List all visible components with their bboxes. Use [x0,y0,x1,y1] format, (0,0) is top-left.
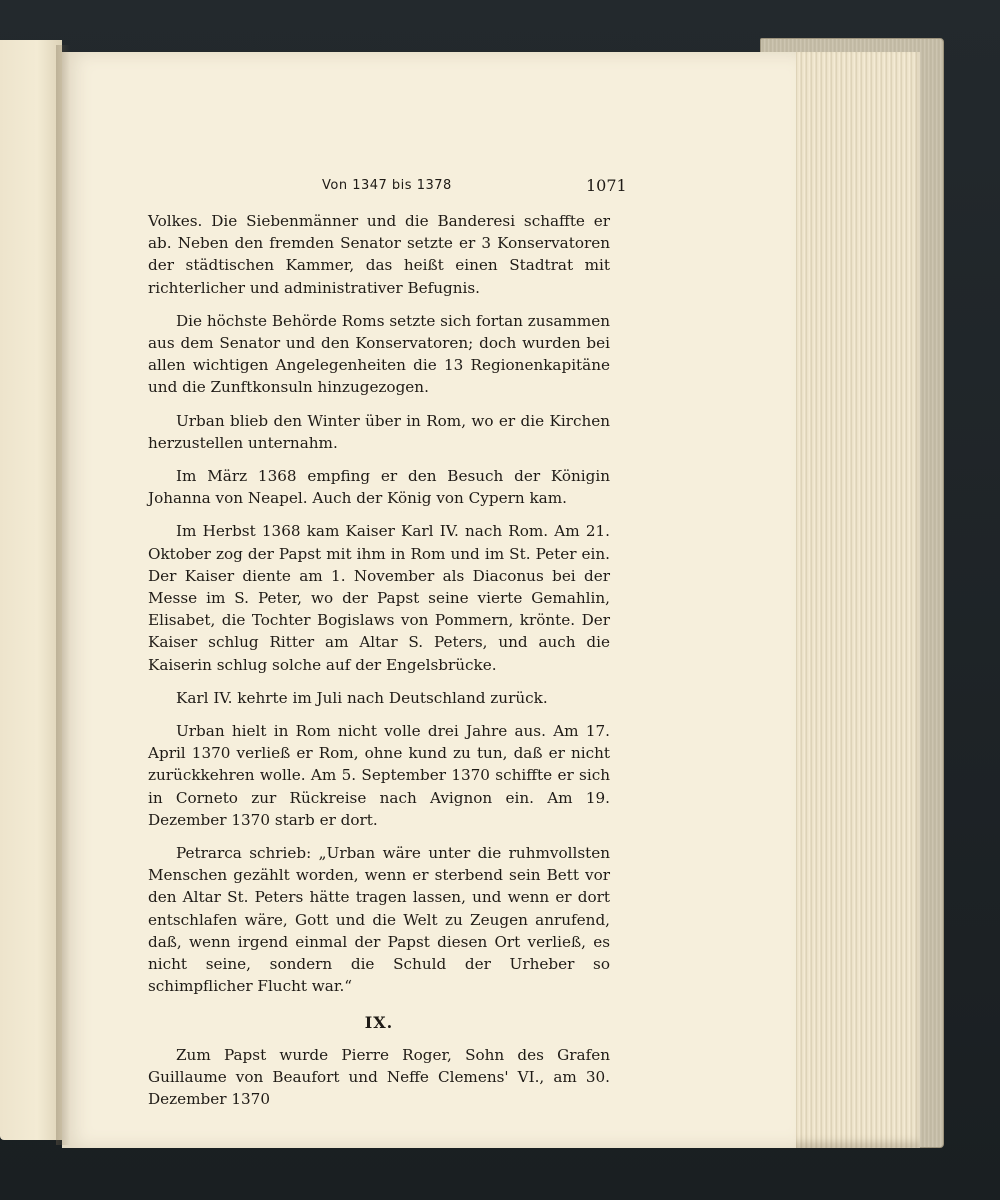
page-edges [788,52,920,1148]
paragraph: Petrarca schrieb: „Urban wäre unter die ruhmvollsten Menschen gezählt worden, wenn er sterbend sein Bett vor den Altar St. Peters hätte tragen lassen, und wenn er dort entschlafen wäre, Gott und die Welt zu Zeugen anrufend, daß, wenn irgend einmal der Papst diesen Ort verließ, es nicht seine, sondern die Schuld der Urheber so schimpflicher Flucht war.“ [148,844,610,996]
paragraph: Urban blieb den Winter über in Rom, wo er die Kirchen herzustellen unternahm. [148,411,610,452]
paragraph: Urban hielt in Rom nicht volle drei Jahre aus. Am 17. April 1370 verließ er Rom, ohne kund zu tun, daß er nicht zurückkehren wolle. Am 5. September 1370 schiffte er sich in Corneto zur Rückreise nach Avignon ein. Am 19. Dezember 1370 starb er dort. [148,722,610,829]
gutter-shadow [56,45,70,1145]
paragraph: Die höchste Behörde Roms setzte sich fortan zusammen aus dem Senator und den Konservatoren; doch wurden bei allen wichtigen Angelegenheiten die 13 Regionenkapitäne und die Zunftkonsuln hinzugezogen. [148,311,610,397]
paragraph: Zum Papst wurde Pierre Roger, Sohn des Grafen Guillaume von Beaufort und Neffe Clemens' VI., am 30. Dezember 1370 [148,1045,610,1109]
paragraph: Karl IV. kehrte im Juli nach Deutschland zurück. [176,688,548,707]
paragraph: Im Herbst 1368 kam Kaiser Karl IV. nach Rom. Am 21. Oktober zog der Papst mit ihm in Rom und im St. Peter ein. Der Kaiser diente am 1. November als Diaconus bei der Messe im S. Peter, wo der Papst seine vierte Gemahlin, Elisabet, die Tochter Bogislaws von Pommern, krönte. Der Kaiser schlug Ritter am Altar S. Peters, und auch die Kaiserin schlug solche auf der Engelsbrücke. [148,522,610,674]
paragraph: Im März 1368 empfing er den Besuch der Königin Johanna von Neapel. Auch der König von Cypern kam. [148,467,610,508]
section-heading: IX. [364,1012,394,1032]
running-head [62,176,796,206]
running-head-title: Von 1347 bis 1378 [322,178,452,193]
right-page [62,52,796,1148]
page-number: 1071 [586,176,627,195]
paragraph: Volkes. Die Siebenmänner und die Banderesi schaffte er ab. Neben den fremden Senator setzte er 3 Konservatoren der städtischen Kammer, das heißt einen Stadtrat mit richterlicher und administrativer Befugnis. [148,212,610,297]
left-page-edge [0,40,62,1140]
body-text [148,210,610,1121]
